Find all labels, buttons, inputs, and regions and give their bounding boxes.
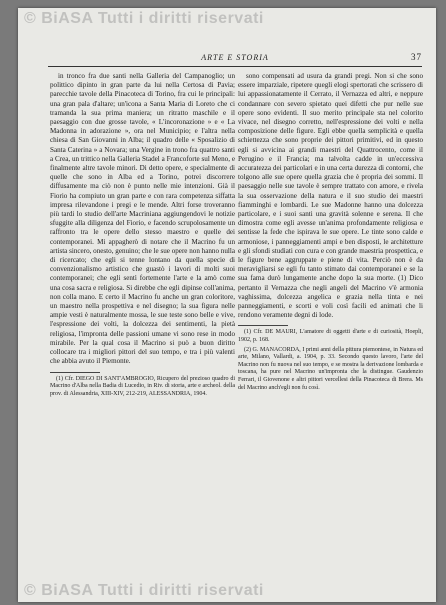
right-footnote-2: (2) G. MANACORDA, I primi anni della pittura piemontese, in Natura ed arte, Milano, Vallardi, a. 1904, p. 33. Secondo questo lavoro, l'arte del Macrino non fu nuova nel suo tempo, e se mostra la derivazione lombarda e toscana, ha pure nel Macrino un'impronta che la distingue. Gaudenzio Ferrari, il Giovenone e altri pittori vercellesi della Pinacoteca di Brera. Ms del Macrino anch'egli non fu così. — [238, 346, 423, 391]
document-page — [18, 8, 436, 602]
page-number: 37 — [411, 52, 422, 62]
right-footnote-1: (1) Cfr. DE MAURI, L'amatore di oggetti d'arte e di curiosità, Hoepli, 1902, p. 168. — [238, 329, 423, 344]
right-column — [238, 72, 423, 592]
left-footnote: (1) Cfr. DIEGO DI SANT'AMBROGIO, Ricupero del prezioso quadro di Macrino d'Alba nella Badia di Lucedio, in Riv. di storia, arte e archeol. della prov. di Alessandria, XIII-XIV, 212-219, ALESSANDRIA, 1904. — [50, 375, 235, 397]
running-head — [48, 52, 422, 67]
footnote-separator — [50, 372, 100, 373]
left-column — [50, 72, 235, 572]
running-head-title: ARTE E STORIA — [201, 53, 269, 62]
watermark-top: © BiASA Tutti i diritti riservati — [24, 10, 264, 27]
watermark-bottom: © BiASA Tutti i diritti riservati — [24, 582, 264, 599]
right-column-body: sono compensati ad usura da grandi pregi. Non si che sono essere imparziale, ripetere quegli elogi spertorati che scrissero di lui appassionatamente il Cerrato, il Vernazza ed altri, e neppure condannare con severo spietato quei difetti che pur nelle sue opere sono evidenti. Il suo merito principale sta nel colorito vivace, nel disegno corretto, nell'espressione dei volti e nella composizione delle figure. Egli ebbe quella semplicità e quella schiettezza che sono proprie dei pittori primitivi, ed in questo egli si avvicina ai grandi maestri del Quattrocento, come il Perugino e il Francia; ma talvolta cadde in un'eccessiva accuratezza dei particolari e in una certa durezza di contorni, che tolgono alle sue opere quella grazia che è propria dei sommi. Il paesaggio nelle sue tavole è sempre trattato con amore, e rivela la sua osservazione della natura e il suo studio dei maestri fiamminghi e lombardi. Le sue Madonne hanno una dolcezza particolare, e i suoi santi una gravità solenne e serena. Il che dimostra come egli avesse un'anima profondamente religiosa e sentisse la fede che ispirava le sue opere. Le tinte sono calde e armoniose, i panneggiamenti ampi e ben disposti, le architetture e gli sfondi studiati con cura e con grande maestria prospettica, e le figure bene aggruppate e piene di vita. Perciò non è da meravigliarsi se egli fu tanto stimato dai contemporanei e se la sua fama durò lungamente anche dopo la sua morte. (1) Dico pertanto il Vernazza che negli angeli del Macrino v'è armonia vaghissima, dolcezza angelica e grazia nella tinta e nei panneggiamenti, e scorti e voli così facili ed animati che li rendono veramente degni di lode. — [238, 72, 423, 320]
left-column-body: in tronco fra due santi nella Galleria del Campanoglio; un polittico dipinto in gran parte da lui nella Certosa di Pavia; parecchie tavole della Pinacoteca di Torino, fra cui le principali: una gran pala d'altare; un'icona a Santa Maria di Loreto che ci tramanda la sua prima maniera; un ritratto maschile e il paesaggio con due grosse tavole, « L'incoronazione » e « La Madonna in adorazione », ora nel Municipio; e l'altra nella chiesa di San Giovanni in Alba; il quadro delle « Sposalizio di Santa Caterina » a Novara; una Vergine in trono fra quattro santi a Crea, un trittico nella Galleria Stadel a Francoforte sul Meno, e finalmente altre tavole minori. Di detto opere, e specialmente di quelle che sono in Alba ed a Torino, potrei discorrere diffusamente ma ciò non è punto nelle mie intenzioni. Già il Fiorio ha compiuto un gran parte e con rara competenza siffatta impresa rilevandone i pregi e le mende. Altri forse troveranno più tardi lo studio dell'arte Macriniana aggiungendovi le notizie sfuggite alla diligenza del Fiorio, e facendo scrupolosamente un raffronto tra le opere dello stesso maestro e quelle dei contemporanei. Mi appagherò di notare che il Macrino fu un artista sincero, onesto, genuino; che le sue opere non hanno nulla di ricercato; che egli si tenne lontano da quella specie di convenzionalismo artistico che guastò i lavori di molti suoi contemporanei; che egli sentì fortemente l'arte e la amò come una cosa sacra e religiosa. Si direbbe che egli dipinse coll'anima, non colla mano. E certo il Macrino fu anche un gran coloritore, un maestro nella prospettiva e nel disegno; la sua figura nelle ampie vesti è naturalmente mossa, le sue teste sono belle e vive, l'espressione dei volti, la dolcezza dei sentimenti, la pietà religiosa, l'impronta delle passioni umane vi sono rese in modo mirabile. Per la qual cosa il Macrino si può a buon diritto collocare tra i migliori pittori del suo tempo, e tra i più valenti che abbia avuto il Piemonte. — [50, 72, 235, 366]
footnote-separator — [238, 325, 288, 326]
